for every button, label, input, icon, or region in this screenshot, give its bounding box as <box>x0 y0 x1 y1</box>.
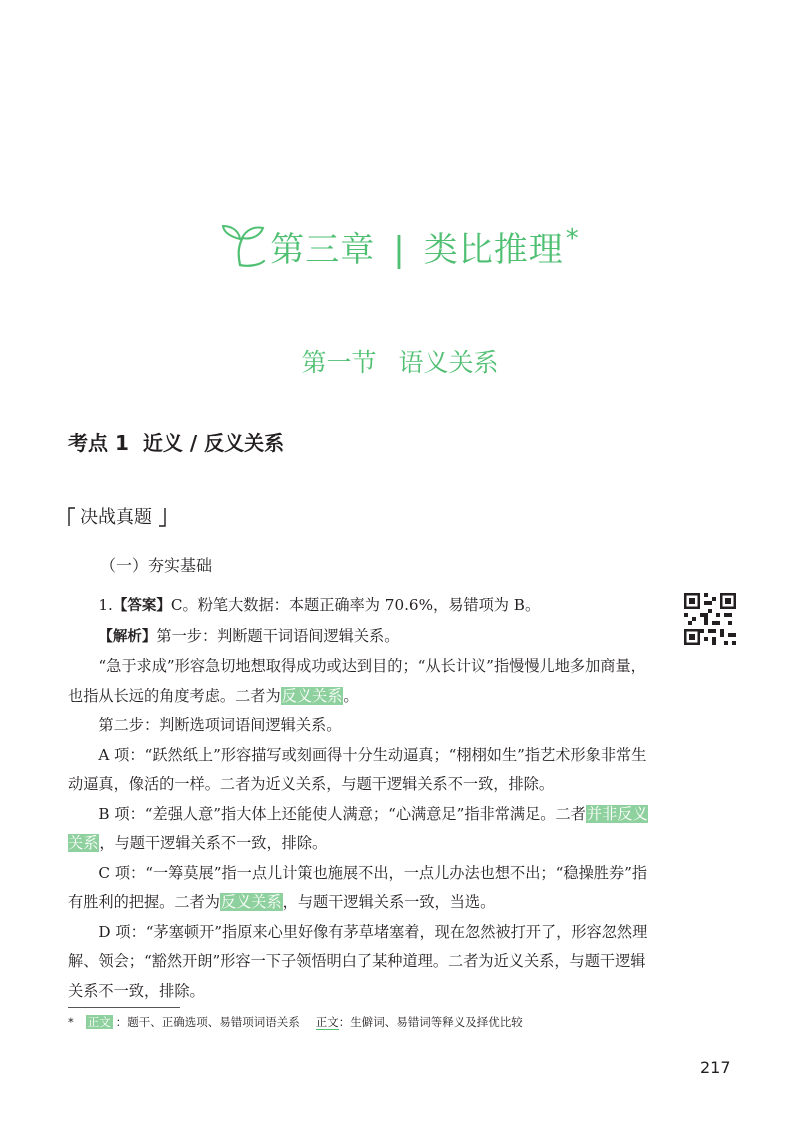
option-d: D 项：“茅塞顿开”指原来心里好像有茅草堵塞着，现在忽然被打开了，形容忽然理解、领会；“豁然开朗”形容一下子领悟明白了某种道理。二者为近义关系，与题干逻辑关系不一致，排除。 <box>68 922 648 1000</box>
sprout-icon <box>220 223 266 276</box>
qr-code-icon[interactable] <box>684 593 736 645</box>
question-1 <box>68 591 658 1006</box>
page-number: 217 <box>700 1058 731 1077</box>
highlight: 反义关系 <box>281 686 343 705</box>
section-number: 第一节 <box>301 348 377 377</box>
highlight: 并非反义关系 <box>68 804 648 852</box>
box-label: 决战真题 <box>80 507 152 528</box>
answer-text: C。粉笔大数据：本题正确率为 70.6%，易错项为 B。 <box>170 596 541 614</box>
chapter-footnote-mark: * <box>565 224 580 254</box>
kaodian-heading <box>68 427 284 456</box>
footnote: * 正文 ：题干、正确选项、易错项词语关系 正文：生僻词、易错词等释义及择优比较 <box>68 1015 523 1029</box>
kaodian-number: 考点 1 <box>68 431 129 455</box>
footnote-rule <box>68 1007 180 1008</box>
option-a: A 项：“跃然纸上”形容描写或刻画得十分生动逼真；“栩栩如生”指艺术形象非常生动逼真，像活的一样。二者为近义关系，与题干逻辑关系不一致，排除。 <box>68 745 647 793</box>
highlight: 反义关系 <box>220 893 282 911</box>
bracket-right-icon <box>158 507 166 527</box>
stem-paragraph: “急于求成”形容急切地想取得成功或达到目的；“从长计议”指慢慢儿地多加商量，也指从长远的角度考虑。二者为反义关系。 <box>68 657 646 705</box>
chapter-separator: | <box>393 230 406 270</box>
chapter-title <box>0 222 800 276</box>
footnote-tag-highlight: 正文 <box>87 1015 111 1029</box>
subsection-heading: （一）夯实基础 <box>100 556 213 575</box>
chapter-topic: 类比推理 <box>423 230 564 270</box>
option-b: B 项：“差强人意”指大体上还能使人满意；“心满意足”指非常满足。二者并非反义关系，与题干逻辑关系不一致，排除。 <box>68 804 648 852</box>
option-c: C 项：“一筹莫展”指一点儿计策也施展不出，一点儿办法也想不出；“稳操胜券”指有胜利的把握。二者为反义关系，与题干逻辑关系一致，当选。 <box>68 863 648 911</box>
analysis-label: 【解析】 <box>98 628 157 645</box>
box-heading <box>68 503 166 529</box>
section-name: 语义关系 <box>398 348 499 377</box>
bracket-left-icon <box>68 507 76 527</box>
step2-line: 第二步：判断选项词语间逻辑关系。 <box>98 716 342 734</box>
analysis-text: 第一步：判断题干词语间逻辑关系。 <box>156 626 400 645</box>
section-title <box>0 343 800 379</box>
analysis-line <box>68 622 658 653</box>
answer-line: 1.【答案】C。粉笔大数据：本题正确率为 70.6%，易错项为 B。 <box>98 596 541 614</box>
chapter-number: 第三章 <box>270 230 376 270</box>
kaodian-name: 近义 / 反义关系 <box>142 431 285 455</box>
answer-label: 【答案】 <box>112 598 171 614</box>
footnote-tag-underline: 正文 <box>315 1015 339 1029</box>
